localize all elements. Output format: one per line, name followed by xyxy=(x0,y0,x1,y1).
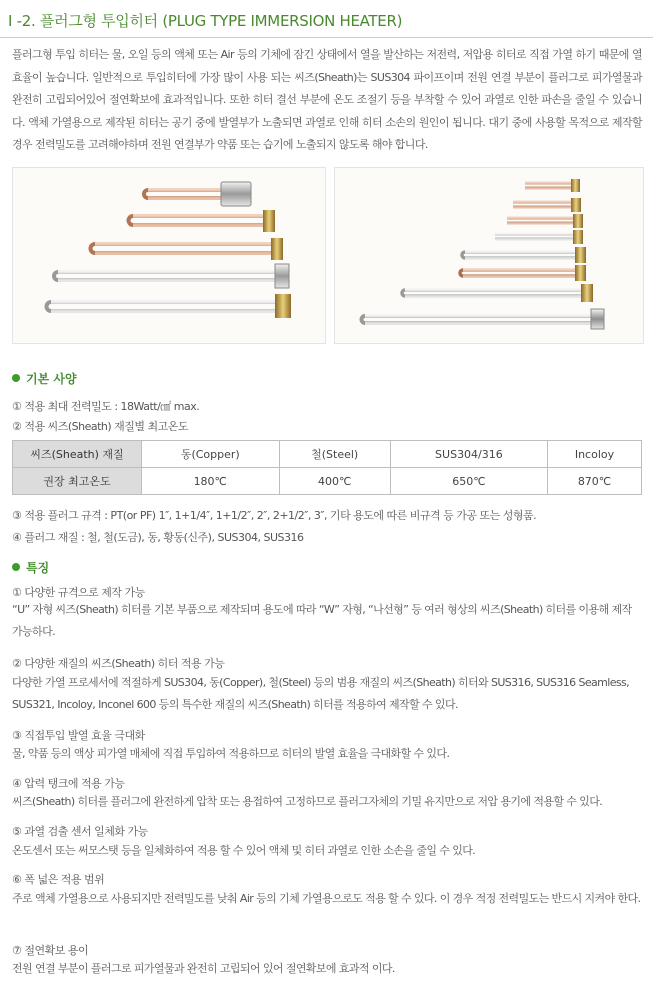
spec-item-1: ① 적용 최대 전력밀도 : 18Watt/㎠ max. xyxy=(12,400,200,413)
feature-7-body: 전원 연결 부분이 플러그로 피가열물과 완전히 고립되어 있어 절연확보에 효과적 이다. xyxy=(12,962,395,975)
basic-specs-heading-text: 기본 사양 xyxy=(26,372,77,386)
feature-3-body: 물, 약품 등의 액상 피가열 매체에 직접 투입하여 적용하므로 히터의 발열 효율을 극대화할 수 있다. xyxy=(12,747,450,760)
bullet-dot-icon xyxy=(12,374,20,382)
sheath-temperature-table xyxy=(12,440,642,495)
feature-7-title: ⑦ 절연확보 용이 xyxy=(12,944,89,957)
basic-specs-heading xyxy=(12,370,77,387)
product-photo-right xyxy=(334,167,644,344)
features-heading-text: 특징 xyxy=(26,561,50,575)
title-bar xyxy=(0,6,653,36)
page-title: I -2. 플러그형 투입히터 (PLUG TYPE IMMERSION HEATER) xyxy=(8,12,403,30)
table-row xyxy=(13,441,642,468)
title-divider xyxy=(0,37,653,38)
feature-2-title: ② 다양한 재질의 씨즈(Sheath) 히터 적용 가능 xyxy=(12,657,225,670)
bullet-dot-icon xyxy=(12,563,20,571)
features-heading xyxy=(12,559,49,576)
table-cell: 철(Steel) xyxy=(279,441,390,468)
table-cell: SUS304/316 xyxy=(390,441,547,468)
table-cell: 870℃ xyxy=(547,468,641,495)
spec-item-3: ③ 적용 플러그 규격 : PT(or PF) 1″, 1+1/4″, 1+1/2″, 2″, 2+1/2″, 3″, 기타 용도에 따른 비규격 등 가공 또는 성형품. xyxy=(12,509,537,522)
feature-5-title: ⑤ 과열 검출 센서 일체화 가능 xyxy=(12,825,148,838)
table-cell: Incoloy xyxy=(547,441,641,468)
heater-illustration-left xyxy=(13,168,325,343)
intro-paragraph: 플러그형 투입 히터는 물, 오일 등의 액체 또는 Air 등의 기체에 잠긴 상태에서 열을 발산하는 저전력, 저압용 히터로 직접 가열 하기 때문에 열효율이 높습니다. 일반적으로 투입히터에 가장 많이 사용 되는 씨즈(Sheath)는 SUS304 파이프이며 전원 연결 부분이 플러그로 피가열물과 완전히 고립되어있어 절연확보에 효과적입니다. 또한 히터 결선 부분에 온도 조절기 등을 부착할 수 있어 과열로 인한 파손을 줄일 수 있습니다. 액체 가열용으로 제작된 히터는 공기 중에 발열부가 노출되면 과열로 인해 히터 소손의 원인이 됩니다. 대기 중에 사용할 목적으로 제작할 경우 전력밀도를 고려해야하며 전원 연결부가 약품 또는 습기에 노출되지 않도록 해야 합니다. xyxy=(12,48,642,151)
feature-6-body: 주로 액체 가열용으로 사용되지만 전력밀도를 낮춰 Air 등의 기체 가열용으로도 적용 할 수 있다. 이 경우 적정 전력밀도는 반드시 지켜야 한다. xyxy=(12,892,641,905)
feature-6-title: ⑥ 폭 넓은 적용 범위 xyxy=(12,873,105,886)
table-row xyxy=(13,468,642,495)
feature-4-body: 씨즈(Sheath) 히터를 플러그에 완전하게 압착 또는 용접하여 고정하므로 플러그자체의 기밀 유지만으로 저압 용기에 적용할 수 있다. xyxy=(12,795,603,808)
product-photo-left xyxy=(12,167,326,344)
table-cell: 권장 최고온도 xyxy=(13,468,142,495)
feature-1-body: “U” 자형 씨즈(Sheath) 히터를 기본 부품으로 제작되며 용도에 따라 “W” 자형, “나선형” 등 여러 형상의 씨즈(Sheath) 히터를 이용해 제작 가능하다. xyxy=(12,603,632,638)
feature-1-title: ① 다양한 규격으로 제작 가능 xyxy=(12,586,145,599)
feature-3-title: ③ 직접투입 발열 효율 극대화 xyxy=(12,729,145,742)
spec-item-2: ② 적용 씨즈(Sheath) 재질별 최고온도 xyxy=(12,420,189,433)
feature-5-body: 온도센서 또는 써모스탯 등을 일체화하여 적용 할 수 있어 액체 및 히터 과열로 인한 소손을 줄일 수 있다. xyxy=(12,844,476,857)
heater-illustration-right xyxy=(335,168,643,343)
table-cell: 180℃ xyxy=(142,468,280,495)
feature-4-title: ④ 압력 탱크에 적용 가능 xyxy=(12,777,125,790)
spec-item-4: ④ 플러그 재질 : 철, 철(도금), 동, 황동(신주), SUS304, SUS316 xyxy=(12,531,304,544)
table-cell: 400℃ xyxy=(279,468,390,495)
table-cell: 650℃ xyxy=(390,468,547,495)
table-cell: 동(Copper) xyxy=(142,441,280,468)
feature-2-body: 다양한 가열 프로세서에 적절하게 SUS304, 동(Copper), 철(Steel) 등의 범용 재질의 씨즈(Sheath) 히터와 SUS316, SUS316 Seamless, SUS321, Incoloy, Inconel 600 등의 특수한 재질의 씨즈(Sheath) 히터를 적용하여 제작할 수 있다. xyxy=(12,676,630,711)
table-cell: 씨즈(Sheath) 재질 xyxy=(13,441,142,468)
